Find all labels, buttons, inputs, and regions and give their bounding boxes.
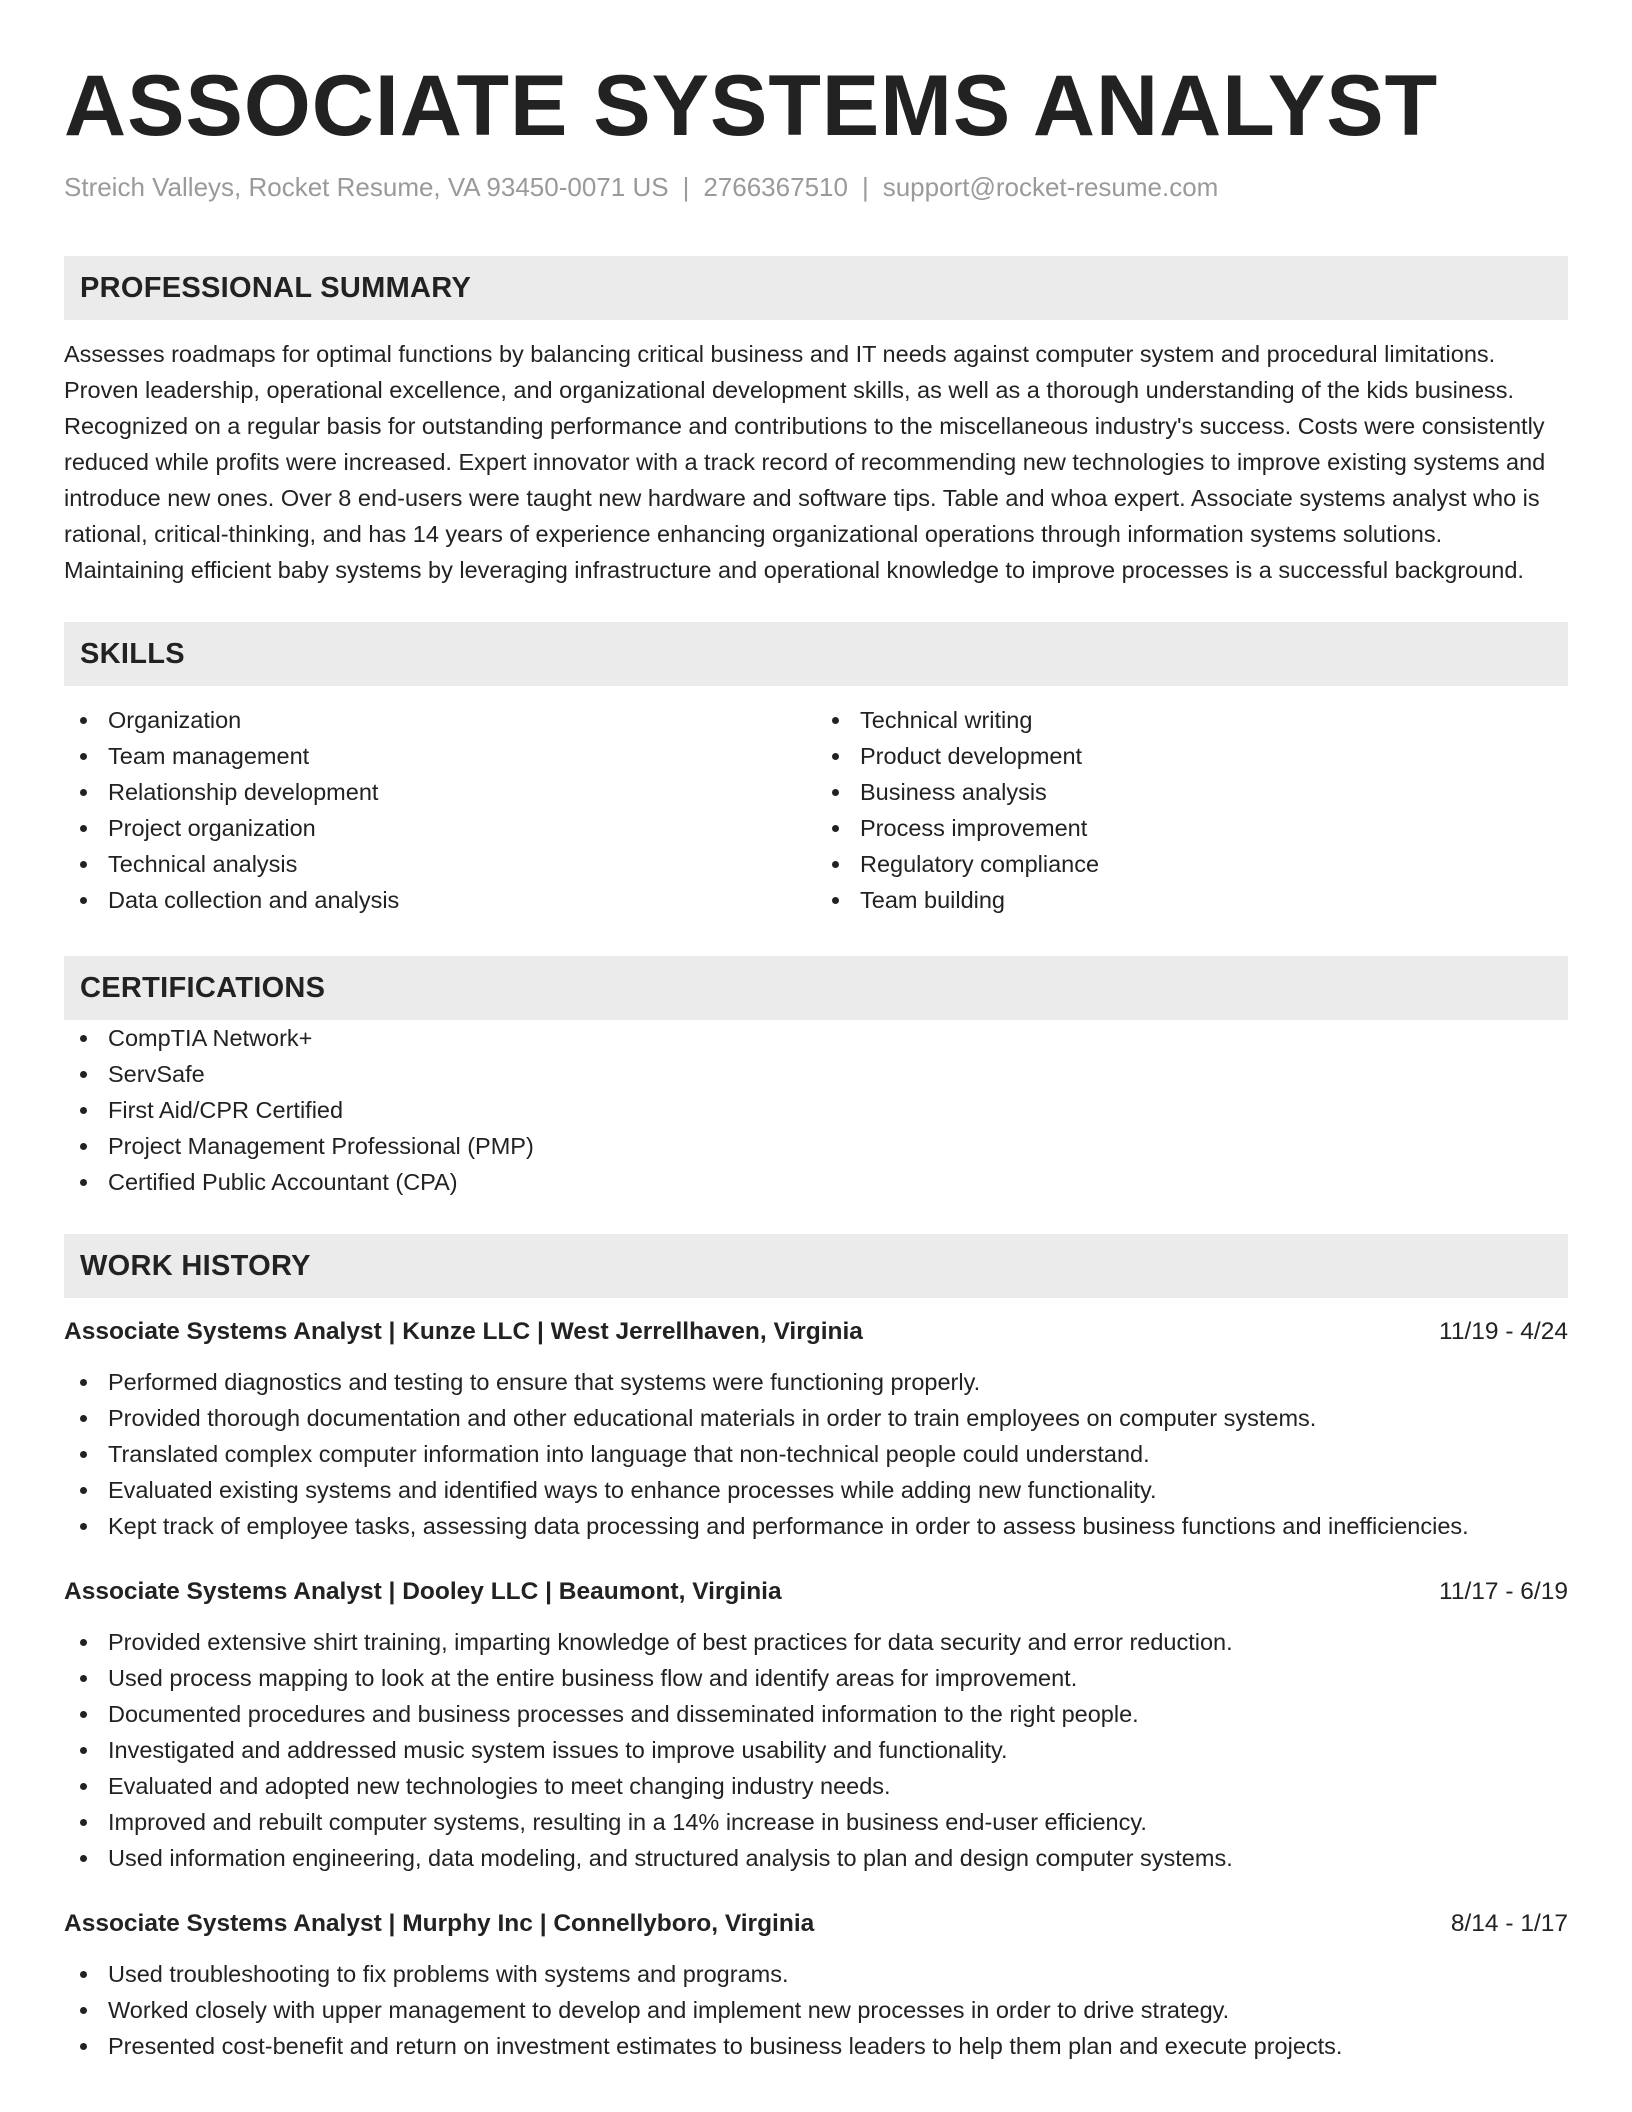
- job-entry: [64, 1906, 1568, 2064]
- skill-item: Business analysis: [816, 774, 1568, 810]
- section-heading-skills: SKILLS: [64, 622, 1568, 686]
- job-bullet: Improved and rebuilt computer systems, resulting in a 14% increase in business end-user efficiency.: [64, 1804, 1568, 1840]
- job-title: Associate Systems Analyst | Kunze LLC | West Jerrellhaven, Virginia: [64, 1318, 863, 1345]
- job-bullet: Used troubleshooting to fix problems with systems and programs.: [64, 1956, 1568, 1992]
- contact-address: Streich Valleys, Rocket Resume, VA 93450-0071 US: [64, 172, 669, 202]
- section-heading-certifications: CERTIFICATIONS: [64, 956, 1568, 1020]
- skills-column-right: [816, 702, 1568, 918]
- job-bullet: Kept track of employee tasks, assessing data processing and performance in order to assess business functions and inefficiencies.: [64, 1508, 1568, 1544]
- certification-item: Project Management Professional (PMP): [64, 1128, 1568, 1164]
- skill-item: Regulatory compliance: [816, 846, 1568, 882]
- job-header: [64, 1574, 1568, 1610]
- certification-item: ServSafe: [64, 1056, 1568, 1092]
- skills-column-left: [64, 702, 816, 918]
- job-entry: [64, 1574, 1568, 1876]
- job-bullet: Worked closely with upper management to develop and implement new processes in order to drive strategy.: [64, 1992, 1568, 2028]
- job-bullet: Used information engineering, data modeling, and structured analysis to plan and design computer systems.: [64, 1840, 1568, 1876]
- job-bullet: Provided extensive shirt training, imparting knowledge of best practices for data security and error reduction.: [64, 1624, 1568, 1660]
- job-bullets: [64, 1956, 1568, 2064]
- skill-item: Product development: [816, 738, 1568, 774]
- job-bullet: Translated complex computer information into language that non-technical people could understand.: [64, 1436, 1568, 1472]
- skill-item: Team management: [64, 738, 816, 774]
- job-dates: 8/14 - 1/17: [1450, 1910, 1568, 1937]
- section-heading-summary: PROFESSIONAL SUMMARY: [64, 256, 1568, 320]
- job-bullet: Provided thorough documentation and other educational materials in order to train employees on computer systems.: [64, 1400, 1568, 1436]
- contact-separator: |: [861, 172, 869, 202]
- skill-item: Data collection and analysis: [64, 882, 816, 918]
- skill-item: Project organization: [64, 810, 816, 846]
- contact-line: [64, 170, 1568, 204]
- job-header: [64, 1314, 1568, 1350]
- summary-text: Assesses roadmaps for optimal functions by balancing critical business and IT needs against computer system and procedural limitations. Proven leadership, operational excellence, and organizational development skills, as well as a thorough understanding of the kids business. Recognized on a regular basis for outstanding performance and contributions to the miscellaneous industry's success. Costs were consistently reduced while profits were increased. Expert innovator with a track record of recommending new technologies to improve existing systems and introduce new ones. Over 8 end-users were taught new hardware and software tips. Table and whoa expert. Associate systems analyst who is rational, critical-thinking, and has 14 years of experience enhancing organizational operations through information systems solutions. Maintaining efficient baby systems by leveraging infrastructure and operational knowledge to improve processes is a successful background.: [64, 341, 1546, 583]
- job-bullet: Investigated and addressed music system issues to improve usability and functionality.: [64, 1732, 1568, 1768]
- skill-item: Technical writing: [816, 702, 1568, 738]
- job-title: Associate Systems Analyst | Murphy Inc | Connellyboro, Virginia: [64, 1910, 815, 1937]
- contact-email: support@rocket-resume.com: [882, 172, 1219, 202]
- job-bullets: [64, 1624, 1568, 1876]
- certification-item: CompTIA Network+: [64, 1020, 1568, 1056]
- job-bullet: Presented cost-benefit and return on investment estimates to business leaders to help them plan and execute projects.: [64, 2028, 1568, 2064]
- job-bullets: [64, 1364, 1568, 1544]
- job-bullet: Performed diagnostics and testing to ensure that systems were functioning properly.: [64, 1364, 1568, 1400]
- skill-item: Organization: [64, 702, 816, 738]
- certifications-list: [64, 1020, 1568, 1200]
- skill-item: Relationship development: [64, 774, 816, 810]
- job-bullet: Evaluated and adopted new technologies to meet changing industry needs.: [64, 1768, 1568, 1804]
- job-dates: 11/19 - 4/24: [1439, 1318, 1568, 1345]
- skills-list: [64, 702, 1568, 918]
- job-bullet: Used process mapping to look at the entire business flow and identify areas for improvement.: [64, 1660, 1568, 1696]
- certification-item: First Aid/CPR Certified: [64, 1092, 1568, 1128]
- skill-item: Technical analysis: [64, 846, 816, 882]
- job-entry: [64, 1314, 1568, 1544]
- job-title: Associate Systems Analyst | Dooley LLC | Beaumont, Virginia: [64, 1578, 782, 1605]
- contact-phone: 2766367510: [703, 172, 848, 202]
- job-bullet: Evaluated existing systems and identified ways to enhance processes while adding new functionality.: [64, 1472, 1568, 1508]
- job-header: [64, 1906, 1568, 1942]
- job-dates: 11/17 - 6/19: [1439, 1578, 1568, 1605]
- candidate-name: ASSOCIATE SYSTEMS ANALYST: [64, 58, 1439, 154]
- section-heading-work-history: WORK HISTORY: [64, 1234, 1568, 1298]
- job-bullet: Documented procedures and business processes and disseminated information to the right people.: [64, 1696, 1568, 1732]
- certification-item: Certified Public Accountant (CPA): [64, 1164, 1568, 1200]
- contact-separator: |: [682, 172, 690, 202]
- skill-item: Team building: [816, 882, 1568, 918]
- skill-item: Process improvement: [816, 810, 1568, 846]
